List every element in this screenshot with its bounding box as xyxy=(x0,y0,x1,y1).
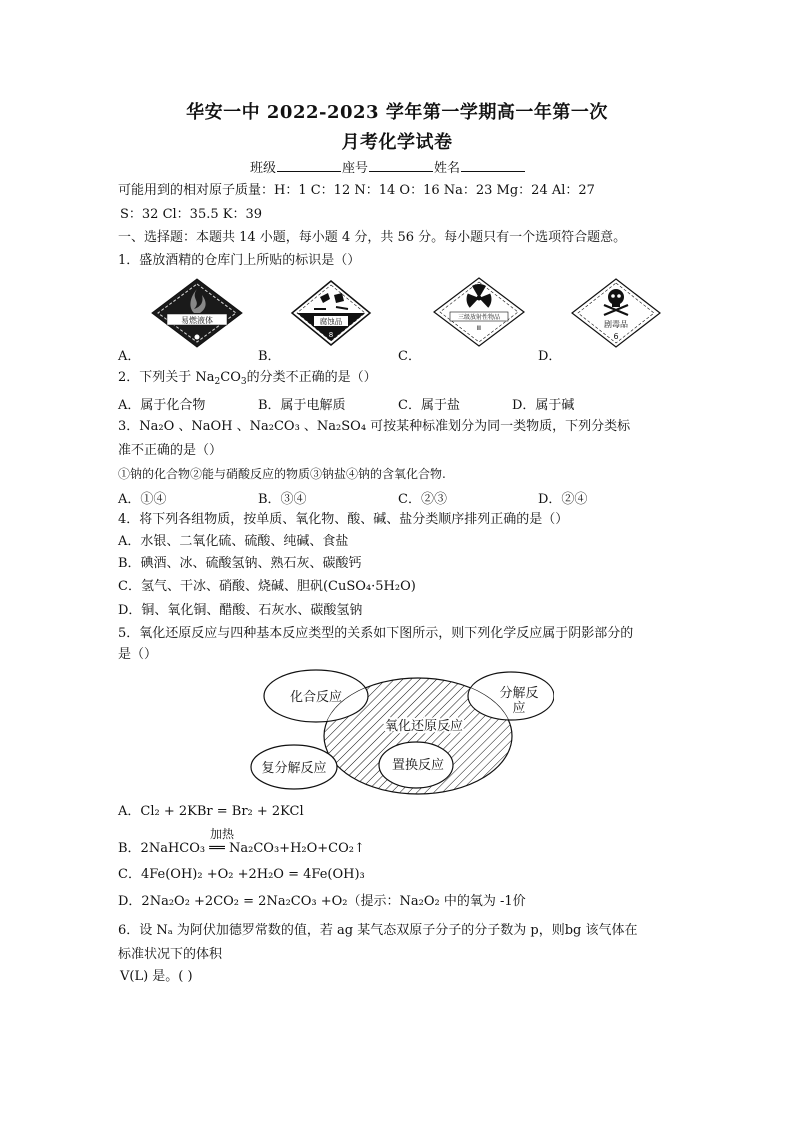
q3-option-c: C．②③ xyxy=(398,492,447,507)
atomic-mass-line1: 可能用到的相对原子质量：H：1 C：12 N：14 O：16 Na：23 Mg：24 Al：27 xyxy=(118,183,595,198)
venn-redox-label: 氧化还原反应 xyxy=(384,719,464,734)
toxic-sign-icon xyxy=(570,277,662,349)
q5-option-b: B．2NaHCO₃ ══ Na₂CO₃+H₂O+CO₂↑ xyxy=(118,841,365,856)
class-label: 班级 xyxy=(250,161,277,176)
sign-d-text: 剧毒品 xyxy=(604,320,628,329)
q4-option-a: A．水银、二氧化硫、硫酸、纯碱、食盐 xyxy=(118,534,349,549)
q6-stem-line1: 6．设 Nₐ 为阿伏加德罗常数的值，若 ag 某气态双原子分子的分子数为 p，则bg 该气体在 xyxy=(118,923,638,938)
q2-option-c: C．属于盐 xyxy=(398,398,460,413)
name-label: 姓名 xyxy=(434,161,461,176)
sign-c-level: Ⅲ xyxy=(476,325,482,332)
flammable-liquid-sign-icon xyxy=(150,277,244,349)
q1-stem: 1．盛放酒精的仓库门上所贴的标识是（） xyxy=(118,253,361,268)
page-title-line2: 月考化学试卷 xyxy=(341,132,453,153)
q4-option-b: B．碘酒、冰、硫酸氢钠、熟石灰、碳酸钙 xyxy=(118,556,362,571)
q1-label-a: A． xyxy=(118,349,141,364)
sign-a-text: 易燃液体 xyxy=(181,316,213,325)
class-blank xyxy=(277,160,341,172)
q3-stem-line3: ①钠的化合物②能与硝酸反应的物质③钠盐④钠的含氧化合物. xyxy=(118,467,446,481)
sign-d-class: 6 xyxy=(613,332,619,341)
q3-option-d: D．②④ xyxy=(538,492,588,507)
q4-option-c: C．氢气、干冰、硝酸、烧碱、胆矾(CuSO₄·5H₂O) xyxy=(118,579,416,594)
venn-replacement-label: 置换反应 xyxy=(391,758,445,773)
q2-stem-post: 的分类不正确的是（） xyxy=(246,370,377,385)
q5-stem-line1: 5．氧化还原反应与四种基本反应类型的关系如下图所示，则下列化学反应属于阴影部分的 xyxy=(118,626,634,641)
q1-label-b: B． xyxy=(258,349,281,364)
section-heading: 一、选择题：本题共 14 小题，每小题 4 分，共 56 分。每小题只有一个选项符合题意。 xyxy=(118,230,627,245)
q6-stem-line3: V(L) 是。( ) xyxy=(120,969,193,984)
sign-b-text: 腐蚀品 xyxy=(319,317,343,326)
venn-combination-label: 化合反应 xyxy=(289,690,343,705)
q6-stem-line2: 标准状况下的体积 xyxy=(118,947,223,962)
seat-blank xyxy=(369,160,433,172)
page-title-line1: 华安一中 2022-2023 学年第一学期高一年第一次 xyxy=(186,102,608,123)
venn-double-label: 复分解反应 xyxy=(261,761,327,776)
q1-label-c: C． xyxy=(398,349,421,364)
q3-stem-line2: 准不正确的是（） xyxy=(118,443,223,458)
q2-stem-sub2: 3 xyxy=(240,377,247,387)
q2-stem-mid: CO xyxy=(220,370,241,385)
q2-stem-sub1: 2 xyxy=(214,377,221,387)
q3-option-b: B．③④ xyxy=(258,492,307,507)
seat-label: 座号 xyxy=(342,161,369,176)
q5-stem-line2: 是（） xyxy=(118,647,158,662)
student-info-line xyxy=(250,160,526,178)
reaction-venn-diagram xyxy=(248,664,554,796)
q5-option-a: A．Cl₂ + 2KBr = Br₂ + 2KCl xyxy=(118,804,304,819)
corrosive-sign-icon xyxy=(290,279,372,347)
sign-c-text: 三级放射性物品 xyxy=(457,314,501,321)
q5-heat-label: 加热 xyxy=(210,827,235,841)
q5-option-c: C．4Fe(OH)₂ +O₂ +2H₂O = 4Fe(OH)₃ xyxy=(118,867,365,882)
atomic-mass-line2: S：32 Cl：35.5 K：39 xyxy=(120,207,263,222)
venn-decomposition-label-1: 分解反 xyxy=(499,686,539,701)
q4-stem: 4．将下列各组物质，按单质、氧化物、酸、碱、盐分类顺序排列正确的是（） xyxy=(118,512,569,527)
venn-decomposition-label-2: 应 xyxy=(512,701,526,716)
q3-stem-line1: 3．Na₂O 、NaOH 、Na₂CO₃ 、Na₂SO₄ 可按某种标准划分为同一类物质，下列分类标 xyxy=(118,419,631,434)
q4-option-d: D．铜、氧化铜、醋酸、石灰水、碳酸氢钠 xyxy=(118,603,363,618)
q2-option-d: D．属于碱 xyxy=(512,398,575,413)
q5-option-d: D．2Na₂O₂ +2CO₂ = 2Na₂CO₃ +O₂（提示：Na₂O₂ 中的氧为 -1价 xyxy=(118,894,526,909)
q2-option-a: A．属于化合物 xyxy=(118,398,206,413)
q2-option-b: B．属于电解质 xyxy=(258,398,346,413)
radioactive-sign-icon xyxy=(432,276,526,348)
name-blank xyxy=(461,160,525,172)
q2-stem-pre: 2．下列关于 Na xyxy=(118,370,215,385)
q2-stem xyxy=(118,369,377,387)
q1-label-d: D． xyxy=(538,349,562,364)
sign-b-class: 8 xyxy=(328,331,334,339)
q3-option-a: A．①④ xyxy=(118,492,167,507)
